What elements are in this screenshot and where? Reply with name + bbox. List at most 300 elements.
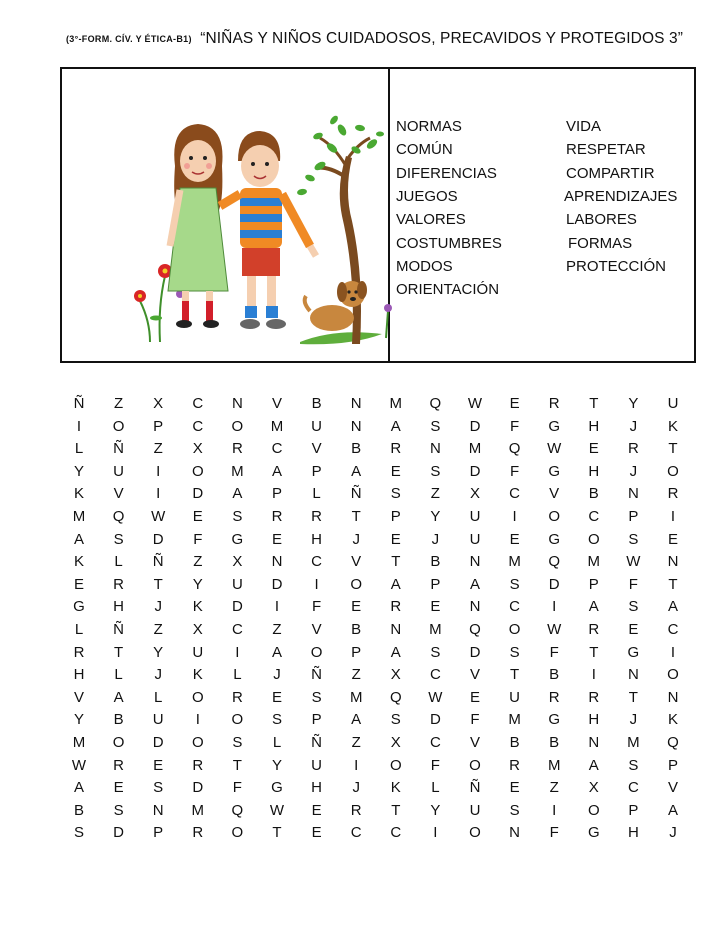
grid-letter[interactable]: A — [73, 530, 84, 548]
grid-letter[interactable]: P — [667, 756, 678, 774]
grid-letter[interactable]: T — [114, 643, 124, 661]
grid-letter[interactable]: N — [667, 688, 679, 706]
grid-letter[interactable]: R — [231, 688, 243, 706]
grid-letter[interactable]: N — [271, 553, 283, 571]
grid-letter[interactable]: O — [508, 621, 521, 638]
grid-letter[interactable]: F — [549, 643, 559, 661]
grid-letter[interactable]: R — [509, 756, 521, 774]
grid-letter[interactable]: D — [469, 462, 481, 480]
grid-letter[interactable]: P — [390, 508, 401, 525]
grid-letter[interactable]: X — [390, 734, 401, 751]
grid-letter[interactable]: F — [430, 756, 440, 774]
grid-letter[interactable]: E — [628, 621, 639, 638]
grid-letter[interactable]: W — [467, 395, 483, 412]
grid-letter[interactable]: F — [193, 530, 203, 548]
grid-letter[interactable]: F — [549, 824, 559, 842]
grid-letter[interactable]: T — [589, 395, 599, 412]
grid-letter[interactable]: P — [153, 824, 164, 842]
grid-letter[interactable]: T — [510, 666, 520, 684]
grid-letter[interactable]: W — [428, 688, 443, 706]
grid-letter[interactable]: L — [74, 440, 84, 458]
grid-letter[interactable]: N — [667, 553, 679, 571]
grid-letter[interactable]: P — [153, 417, 164, 435]
grid-letter[interactable]: A — [588, 756, 599, 774]
grid-letter[interactable]: P — [430, 575, 441, 593]
grid-letter[interactable]: A — [390, 575, 401, 593]
grid-letter[interactable]: M — [270, 417, 284, 435]
grid-letter[interactable]: R — [311, 508, 323, 525]
grid-letter[interactable]: J — [154, 598, 162, 616]
grid-letter[interactable]: K — [667, 417, 678, 435]
grid-letter[interactable]: P — [628, 508, 639, 525]
grid-letter[interactable]: Ñ — [113, 440, 125, 458]
grid-letter[interactable]: P — [311, 711, 322, 729]
grid-letter[interactable]: I — [670, 508, 676, 525]
grid-letter[interactable]: D — [113, 824, 125, 842]
grid-letter[interactable]: R — [113, 575, 125, 593]
grid-letter[interactable]: O — [112, 734, 125, 751]
grid-letter[interactable]: Q — [667, 734, 679, 751]
grid-letter[interactable]: B — [351, 621, 362, 638]
grid-letter[interactable]: N — [152, 801, 164, 819]
grid-letter[interactable]: U — [509, 688, 521, 706]
grid-letter[interactable]: I — [235, 643, 240, 661]
grid-letter[interactable]: H — [588, 711, 600, 729]
grid-letter[interactable]: O — [191, 734, 204, 751]
grid-letter[interactable]: I — [274, 598, 280, 616]
grid-letter[interactable]: L — [154, 688, 163, 706]
grid-letter[interactable]: Z — [351, 666, 361, 684]
grid-letter[interactable]: U — [311, 417, 323, 435]
grid-letter[interactable]: E — [509, 395, 520, 412]
grid-letter[interactable]: B — [588, 485, 599, 503]
grid-letter[interactable]: A — [667, 598, 678, 616]
grid-letter[interactable]: R — [271, 508, 283, 525]
grid-letter[interactable]: L — [114, 553, 123, 571]
grid-letter[interactable]: R — [588, 688, 600, 706]
grid-letter[interactable]: N — [627, 666, 639, 684]
grid-letter[interactable]: O — [231, 711, 244, 729]
grid-letter[interactable]: N — [469, 553, 481, 571]
grid-letter[interactable]: G — [231, 530, 244, 548]
grid-letter[interactable]: A — [588, 598, 599, 616]
grid-letter[interactable]: N — [390, 621, 402, 638]
grid-letter[interactable]: A — [271, 643, 282, 661]
grid-letter[interactable]: Y — [271, 756, 282, 774]
grid-letter[interactable]: J — [154, 666, 162, 684]
grid-letter[interactable]: O — [191, 462, 204, 480]
grid-letter[interactable]: C — [667, 621, 679, 638]
grid-letter[interactable]: R — [350, 801, 362, 819]
grid-letter[interactable]: L — [312, 485, 321, 503]
grid-letter[interactable]: E — [73, 575, 84, 593]
grid-letter[interactable]: Y — [430, 801, 441, 819]
grid-letter[interactable]: A — [351, 462, 362, 480]
grid-letter[interactable]: U — [469, 530, 481, 548]
grid-letter[interactable]: O — [587, 530, 600, 548]
grid-letter[interactable]: D — [192, 485, 204, 503]
grid-letter[interactable]: I — [433, 824, 438, 842]
grid-letter[interactable]: P — [351, 643, 362, 661]
grid-letter[interactable]: K — [192, 598, 203, 616]
grid-letter[interactable]: H — [588, 462, 600, 480]
grid-letter[interactable]: X — [588, 779, 599, 797]
grid-letter[interactable]: R — [627, 440, 639, 458]
grid-letter[interactable]: M — [231, 462, 244, 480]
grid-letter[interactable]: P — [628, 801, 639, 819]
grid-letter[interactable]: V — [271, 395, 282, 412]
grid-letter[interactable]: I — [156, 462, 161, 480]
grid-letter[interactable]: S — [509, 575, 520, 593]
grid-letter[interactable]: S — [628, 598, 639, 616]
grid-letter[interactable]: T — [668, 440, 678, 458]
grid-letter[interactable]: W — [151, 508, 166, 525]
grid-letter[interactable]: E — [509, 779, 520, 797]
grid-letter[interactable]: Q — [508, 440, 521, 458]
grid-letter[interactable]: Ñ — [350, 485, 362, 503]
grid-letter[interactable]: G — [271, 779, 283, 797]
grid-letter[interactable]: C — [627, 779, 639, 797]
grid-letter[interactable]: E — [390, 530, 401, 548]
grid-letter[interactable]: Y — [628, 395, 639, 412]
grid-letter[interactable]: Z — [153, 621, 163, 638]
grid-letter[interactable]: V — [469, 666, 480, 684]
grid-letter[interactable]: U — [469, 801, 481, 819]
grid-letter[interactable]: R — [73, 643, 85, 661]
grid-letter[interactable]: A — [390, 417, 401, 435]
grid-letter[interactable]: W — [547, 440, 562, 458]
grid-letter[interactable]: W — [71, 756, 87, 774]
grid-letter[interactable]: I — [76, 417, 82, 435]
grid-letter[interactable]: P — [311, 462, 322, 480]
grid-letter[interactable]: J — [629, 417, 638, 435]
grid-letter[interactable]: T — [589, 643, 599, 661]
grid-letter[interactable]: M — [72, 508, 86, 525]
grid-letter[interactable]: T — [668, 575, 678, 593]
grid-letter[interactable]: S — [390, 711, 401, 729]
grid-letter[interactable]: X — [469, 485, 480, 503]
grid-letter[interactable]: N — [588, 734, 600, 751]
grid-letter[interactable]: T — [391, 553, 401, 571]
grid-letter[interactable]: B — [73, 801, 84, 819]
grid-letter[interactable]: C — [509, 485, 521, 503]
grid-letter[interactable]: C — [311, 553, 323, 571]
grid-letter[interactable]: E — [390, 462, 401, 480]
grid-letter[interactable]: A — [232, 485, 243, 503]
grid-letter[interactable]: Q — [112, 508, 125, 525]
grid-letter[interactable]: K — [667, 711, 678, 729]
grid-letter[interactable]: E — [469, 688, 480, 706]
grid-letter[interactable]: A — [73, 779, 84, 797]
grid-letter[interactable]: N — [509, 824, 521, 842]
grid-letter[interactable]: L — [272, 734, 282, 751]
grid-letter[interactable]: P — [271, 485, 282, 503]
grid-letter[interactable]: B — [549, 734, 560, 751]
grid-letter[interactable]: D — [231, 598, 243, 616]
grid-letter[interactable]: H — [311, 530, 323, 548]
grid-letter[interactable]: V — [311, 621, 322, 638]
grid-letter[interactable]: Z — [272, 621, 282, 638]
grid-letter[interactable]: K — [390, 779, 401, 797]
grid-letter[interactable]: Y — [192, 575, 203, 593]
grid-letter[interactable]: R — [588, 621, 600, 638]
grid-letter[interactable]: C — [231, 621, 243, 638]
grid-letter[interactable]: G — [548, 711, 561, 729]
grid-letter[interactable]: S — [509, 801, 520, 819]
grid-letter[interactable]: S — [628, 530, 639, 548]
grid-letter[interactable]: Y — [430, 508, 441, 525]
grid-letter[interactable]: T — [272, 824, 282, 842]
grid-letter[interactable]: C — [390, 824, 402, 842]
grid-letter[interactable]: R — [390, 440, 402, 458]
grid-letter[interactable]: H — [73, 666, 85, 684]
grid-letter[interactable]: L — [431, 779, 440, 797]
grid-letter[interactable]: T — [351, 508, 361, 525]
grid-letter[interactable]: S — [430, 643, 441, 661]
grid-letter[interactable]: V — [73, 688, 84, 706]
grid-letter[interactable]: D — [192, 779, 204, 797]
grid-letter[interactable]: I — [314, 575, 319, 593]
grid-letter[interactable]: D — [469, 417, 481, 435]
grid-letter[interactable]: A — [469, 575, 480, 593]
grid-letter[interactable]: Q — [469, 621, 481, 638]
grid-letter[interactable]: E — [430, 598, 441, 616]
grid-letter[interactable]: D — [152, 734, 164, 751]
grid-letter[interactable]: C — [350, 824, 362, 842]
grid-letter[interactable]: J — [629, 462, 638, 480]
grid-letter[interactable]: E — [588, 440, 599, 458]
grid-letter[interactable]: F — [312, 598, 322, 616]
grid-letter[interactable]: H — [588, 417, 600, 435]
grid-letter[interactable]: B — [430, 553, 441, 571]
grid-letter[interactable]: M — [508, 711, 521, 729]
grid-letter[interactable]: U — [469, 508, 481, 525]
grid-letter[interactable]: Q — [548, 553, 561, 571]
grid-letter[interactable]: Ñ — [311, 666, 323, 684]
grid-letter[interactable]: A — [390, 643, 401, 661]
grid-letter[interactable]: M — [508, 553, 521, 571]
grid-letter[interactable]: J — [669, 824, 677, 842]
grid-letter[interactable]: Q — [389, 688, 402, 706]
grid-letter[interactable]: D — [271, 575, 283, 593]
grid-letter[interactable]: G — [548, 417, 561, 435]
grid-letter[interactable]: I — [552, 598, 557, 616]
grid-letter[interactable]: D — [548, 575, 560, 593]
grid-letter[interactable]: O — [667, 666, 679, 684]
grid-letter[interactable]: G — [548, 530, 561, 548]
grid-letter[interactable]: G — [587, 824, 600, 842]
grid-letter[interactable]: R — [667, 485, 679, 503]
grid-letter[interactable]: Z — [351, 734, 361, 751]
grid-letter[interactable]: M — [587, 553, 601, 571]
grid-letter[interactable]: N — [350, 417, 362, 435]
grid-letter[interactable]: I — [354, 756, 359, 774]
grid-letter[interactable]: R — [231, 440, 243, 458]
grid-letter[interactable]: I — [512, 508, 517, 525]
grid-letter[interactable]: O — [191, 688, 204, 706]
grid-letter[interactable]: I — [195, 711, 200, 729]
grid-letter[interactable]: D — [469, 643, 481, 661]
grid-letter[interactable]: Q — [231, 801, 244, 819]
grid-letter[interactable]: J — [431, 530, 440, 548]
grid-letter[interactable]: U — [113, 462, 125, 480]
grid-letter[interactable]: B — [549, 666, 560, 684]
grid-letter[interactable]: A — [113, 688, 124, 706]
grid-letter[interactable]: N — [350, 395, 362, 412]
grid-letter[interactable]: S — [113, 801, 124, 819]
grid-letter[interactable]: M — [429, 621, 442, 638]
grid-letter[interactable]: O — [231, 417, 244, 435]
grid-letter[interactable]: O — [587, 801, 600, 819]
grid-letter[interactable]: E — [271, 530, 282, 548]
grid-letter[interactable]: O — [667, 462, 679, 480]
grid-letter[interactable]: V — [113, 485, 124, 503]
grid-letter[interactable]: U — [231, 575, 243, 593]
grid-letter[interactable]: E — [271, 688, 282, 706]
grid-letter[interactable]: S — [271, 711, 282, 729]
grid-letter[interactable]: E — [311, 824, 322, 842]
grid-letter[interactable]: M — [72, 734, 86, 751]
grid-letter[interactable]: D — [152, 530, 164, 548]
grid-letter[interactable]: F — [470, 711, 480, 729]
grid-letter[interactable]: U — [667, 395, 679, 412]
grid-letter[interactable]: C — [509, 598, 521, 616]
grid-letter[interactable]: F — [232, 779, 242, 797]
grid-letter[interactable]: R — [192, 756, 204, 774]
grid-letter[interactable]: Y — [73, 711, 84, 729]
grid-letter[interactable]: S — [73, 824, 84, 842]
grid-letter[interactable]: T — [391, 801, 401, 819]
grid-letter[interactable]: M — [627, 734, 640, 751]
grid-letter[interactable]: B — [311, 395, 322, 412]
grid-letter[interactable]: F — [628, 575, 638, 593]
grid-letter[interactable]: K — [192, 666, 203, 684]
grid-letter[interactable]: H — [113, 598, 125, 616]
grid-letter[interactable]: E — [509, 530, 520, 548]
grid-letter[interactable]: O — [469, 824, 481, 842]
grid-letter[interactable]: T — [153, 575, 163, 593]
grid-letter[interactable]: R — [390, 598, 402, 616]
grid-letter[interactable]: U — [152, 711, 164, 729]
grid-letter[interactable]: O — [231, 824, 244, 842]
grid-letter[interactable]: B — [113, 711, 124, 729]
grid-letter[interactable]: C — [271, 440, 283, 458]
grid-letter[interactable]: V — [667, 779, 678, 797]
grid-letter[interactable]: E — [153, 756, 164, 774]
grid-letter[interactable]: Z — [153, 440, 163, 458]
grid-letter[interactable]: Q — [429, 395, 442, 412]
grid-letter[interactable]: S — [232, 734, 243, 751]
grid-letter[interactable]: S — [113, 530, 124, 548]
grid-letter[interactable]: Ñ — [152, 553, 164, 571]
grid-letter[interactable]: R — [192, 824, 204, 842]
grid-letter[interactable]: Z — [549, 779, 559, 797]
grid-letter[interactable]: Ñ — [311, 734, 323, 751]
grid-letter[interactable]: S — [628, 756, 639, 774]
grid-letter[interactable]: Z — [114, 395, 124, 412]
grid-letter[interactable]: A — [667, 801, 678, 819]
grid-letter[interactable]: G — [627, 643, 640, 661]
grid-letter[interactable]: S — [430, 417, 441, 435]
grid-letter[interactable]: L — [74, 621, 84, 638]
grid-letter[interactable]: X — [192, 621, 203, 638]
grid-letter[interactable]: R — [113, 756, 125, 774]
grid-letter[interactable]: N — [469, 598, 481, 616]
grid-letter[interactable]: K — [73, 485, 84, 503]
grid-letter[interactable]: O — [389, 756, 402, 774]
grid-letter[interactable]: I — [552, 801, 557, 819]
grid-letter[interactable]: L — [114, 666, 123, 684]
grid-letter[interactable]: N — [231, 395, 243, 412]
grid-letter[interactable]: G — [73, 598, 85, 616]
grid-letter[interactable]: J — [352, 530, 360, 548]
grid-letter[interactable]: X — [192, 440, 203, 458]
grid-letter[interactable]: W — [269, 801, 285, 819]
grid-letter[interactable]: S — [153, 779, 164, 797]
grid-letter[interactable]: V — [311, 440, 322, 458]
grid-letter[interactable]: A — [351, 711, 362, 729]
grid-letter[interactable]: O — [350, 575, 363, 593]
grid-letter[interactable]: A — [271, 462, 282, 480]
grid-letter[interactable]: T — [232, 756, 242, 774]
grid-letter[interactable]: J — [352, 779, 360, 797]
grid-letter[interactable]: D — [429, 711, 441, 729]
grid-letter[interactable]: F — [510, 417, 520, 435]
grid-letter[interactable]: E — [667, 530, 678, 548]
grid-letter[interactable]: F — [510, 462, 520, 480]
grid-letter[interactable]: G — [548, 462, 561, 480]
grid-letter[interactable]: M — [191, 801, 205, 819]
grid-letter[interactable]: C — [588, 508, 600, 525]
grid-letter[interactable]: S — [430, 462, 441, 480]
grid-letter[interactable]: O — [469, 756, 481, 774]
grid-letter[interactable]: K — [73, 553, 84, 571]
grid-letter[interactable]: I — [156, 485, 161, 503]
grid-letter[interactable]: N — [429, 440, 441, 458]
grid-letter[interactable]: E — [351, 598, 362, 616]
grid-letter[interactable]: S — [311, 688, 322, 706]
grid-letter[interactable]: O — [548, 508, 561, 525]
grid-letter[interactable]: V — [351, 553, 362, 571]
grid-letter[interactable]: U — [311, 756, 323, 774]
grid-letter[interactable]: C — [192, 395, 204, 412]
grid-letter[interactable]: Y — [73, 462, 84, 480]
grid-letter[interactable]: M — [349, 688, 363, 706]
grid-letter[interactable]: W — [626, 553, 641, 571]
grid-letter[interactable]: S — [390, 485, 401, 503]
grid-letter[interactable]: E — [311, 801, 322, 819]
grid-letter[interactable]: J — [629, 711, 638, 729]
grid-letter[interactable]: B — [351, 440, 362, 458]
grid-letter[interactable]: R — [548, 395, 560, 412]
grid-letter[interactable]: C — [429, 666, 441, 684]
grid-letter[interactable]: Ñ — [113, 621, 125, 638]
grid-letter[interactable]: C — [192, 417, 204, 435]
grid-letter[interactable]: E — [113, 779, 124, 797]
grid-letter[interactable]: I — [670, 643, 676, 661]
grid-letter[interactable]: O — [310, 643, 323, 661]
grid-letter[interactable]: H — [627, 824, 639, 842]
grid-letter[interactable]: M — [547, 756, 561, 774]
grid-letter[interactable]: P — [588, 575, 599, 593]
grid-letter[interactable]: V — [549, 485, 560, 503]
grid-letter[interactable]: C — [429, 734, 441, 751]
grid-letter[interactable]: X — [232, 553, 243, 571]
grid-letter[interactable]: Ñ — [469, 779, 481, 797]
grid-letter[interactable]: S — [232, 508, 243, 525]
grid-letter[interactable]: Ñ — [73, 395, 85, 412]
grid-letter[interactable]: J — [273, 666, 281, 684]
